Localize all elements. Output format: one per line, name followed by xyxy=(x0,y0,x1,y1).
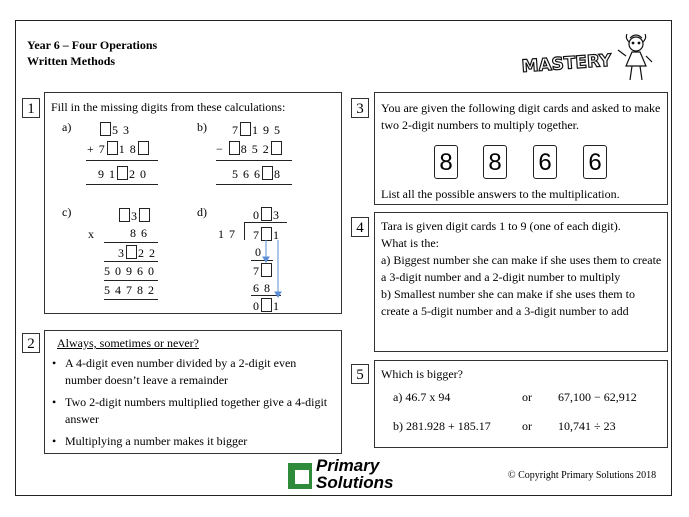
missing-digit-box xyxy=(100,122,111,136)
q5a-right: 67,100 − 62,912 xyxy=(558,390,637,404)
q1c-row2: 8 6 xyxy=(130,226,148,240)
missing-digit-box xyxy=(139,208,150,222)
question-number-3: 3 xyxy=(351,98,369,118)
missing-digit-box xyxy=(240,122,251,136)
logo-text-primary: Primary xyxy=(316,456,380,475)
q1b-rule xyxy=(216,160,292,161)
q1c-partial2: 5 0 9 6 0 xyxy=(104,264,155,278)
q1d-step1: 0 xyxy=(255,245,262,259)
q5b-right: 10,741 ÷ 23 xyxy=(558,419,616,433)
q1b-row1: 7 1 9 5 xyxy=(232,123,281,137)
q1d-dividend: 7 1 xyxy=(253,228,280,242)
q1a-row2: + 7 1 8 xyxy=(87,141,150,157)
q1b-row2: − 8 5 2 xyxy=(216,141,283,157)
q2-statement: • Two 2-digit numbers multiplied together give a 4-digit answer xyxy=(50,394,335,428)
mastery-logo xyxy=(520,32,660,84)
q1d-bus-stop-top xyxy=(245,222,287,223)
q1d-label: d) xyxy=(197,205,207,219)
q1d-quotient: 0 3 xyxy=(253,208,280,222)
q4-text xyxy=(381,218,665,320)
q1a-row1: 5 3 xyxy=(99,122,130,138)
q5a-left: a) 46.7 x 94 xyxy=(393,390,451,404)
q4-line: a) Biggest number she can make if she uses them to create a 3-digit number and a 2-digit number to multiply xyxy=(381,253,662,284)
copyright-text: © Copyright Primary Solutions 2018 xyxy=(508,470,657,481)
question-number-1: 1 xyxy=(22,98,40,118)
missing-digit-box xyxy=(261,298,272,312)
missing-digit-box xyxy=(126,245,137,259)
q5b-or: or xyxy=(522,419,532,433)
q1d-bus-stop-side xyxy=(244,222,245,240)
worksheet-subtitle: Written Methods xyxy=(27,54,116,68)
question-1-panel xyxy=(44,92,342,314)
q1a-rule xyxy=(86,160,158,161)
missing-digit-box xyxy=(271,141,282,155)
worksheet-title: Year 6 – Four Operations xyxy=(27,38,158,52)
q1d-step2: 7 xyxy=(253,263,273,279)
digit-card: 6 xyxy=(583,145,607,179)
girl-figure-icon xyxy=(618,34,652,80)
q2-statement: • A 4-digit even number divided by a 2-digit even number doesn’t leave a remainder xyxy=(50,355,335,389)
q5b-left: b) 281.928 + 185.17 xyxy=(393,419,491,433)
missing-digit-box xyxy=(119,208,130,222)
digit-card: 8 xyxy=(483,145,507,179)
logo-page-icon xyxy=(294,469,310,485)
q5a-or: or xyxy=(522,390,532,404)
question-number-5: 5 xyxy=(351,364,369,384)
q1a-rule2 xyxy=(86,184,158,185)
missing-digit-box xyxy=(117,166,128,180)
q1c-result: 5 4 7 8 2 xyxy=(104,283,155,297)
q2-statement-list xyxy=(50,355,335,455)
q1a-result: 9 1 2 0 xyxy=(98,167,147,181)
bring-down-arrows-icon xyxy=(258,238,288,300)
q1-prompt: Fill in the missing digits from these calculations: xyxy=(51,100,286,114)
q1c-rule xyxy=(104,242,158,243)
primary-solutions-logo xyxy=(288,457,413,493)
q1b-result: 5 6 6 8 xyxy=(232,167,281,181)
missing-digit-box xyxy=(138,141,149,155)
question-number-2: 2 xyxy=(22,333,40,353)
q1d-step4: 0 1 xyxy=(253,299,280,313)
q2-title: Always, sometimes or never? xyxy=(57,336,199,350)
missing-digit-box xyxy=(107,141,118,155)
digit-card: 6 xyxy=(533,145,557,179)
q1c-rule2 xyxy=(104,261,158,262)
question-number-4: 4 xyxy=(351,217,369,237)
logo-text-solutions: Solutions xyxy=(316,473,394,492)
mastery-logo-graphic xyxy=(520,32,660,84)
q1c-op: x xyxy=(88,227,94,241)
q1c-partial1: 3 2 2 xyxy=(118,246,156,260)
mastery-logo-text: MASTERY xyxy=(520,50,613,77)
q2-statement: • Multiplying a number makes it bigger xyxy=(50,433,335,450)
q3-footer: List all the possible answers to the multiplication. xyxy=(381,187,620,201)
q1b-label: b) xyxy=(197,120,207,134)
q1d-divisor: 1 7 xyxy=(218,227,236,241)
q1d-step3: 6 8 xyxy=(253,281,271,295)
q1a-label: a) xyxy=(62,120,72,134)
q4-line: Tara is given digit cards 1 to 9 (one of each digit). xyxy=(381,219,621,233)
q3-text: You are given the following digit cards and asked to make two 2-digit numbers to multiply together. xyxy=(381,101,661,132)
missing-digit-box xyxy=(229,141,240,155)
q1b-rule2 xyxy=(216,184,292,185)
q1c-label: c) xyxy=(62,205,72,219)
q1c-rule3 xyxy=(104,280,158,281)
missing-digit-box xyxy=(262,166,273,180)
q5-title: Which is bigger? xyxy=(381,367,463,381)
q4-line: b) Smallest number she can make if she uses them to create a 5-digit number and a 3-digit number to add xyxy=(381,287,635,318)
q1c-row1: 3 xyxy=(118,208,151,224)
q1c-rule4 xyxy=(104,299,158,300)
digit-card: 8 xyxy=(434,145,458,179)
missing-digit-box xyxy=(261,207,272,221)
q4-line: What is the: xyxy=(381,236,439,250)
